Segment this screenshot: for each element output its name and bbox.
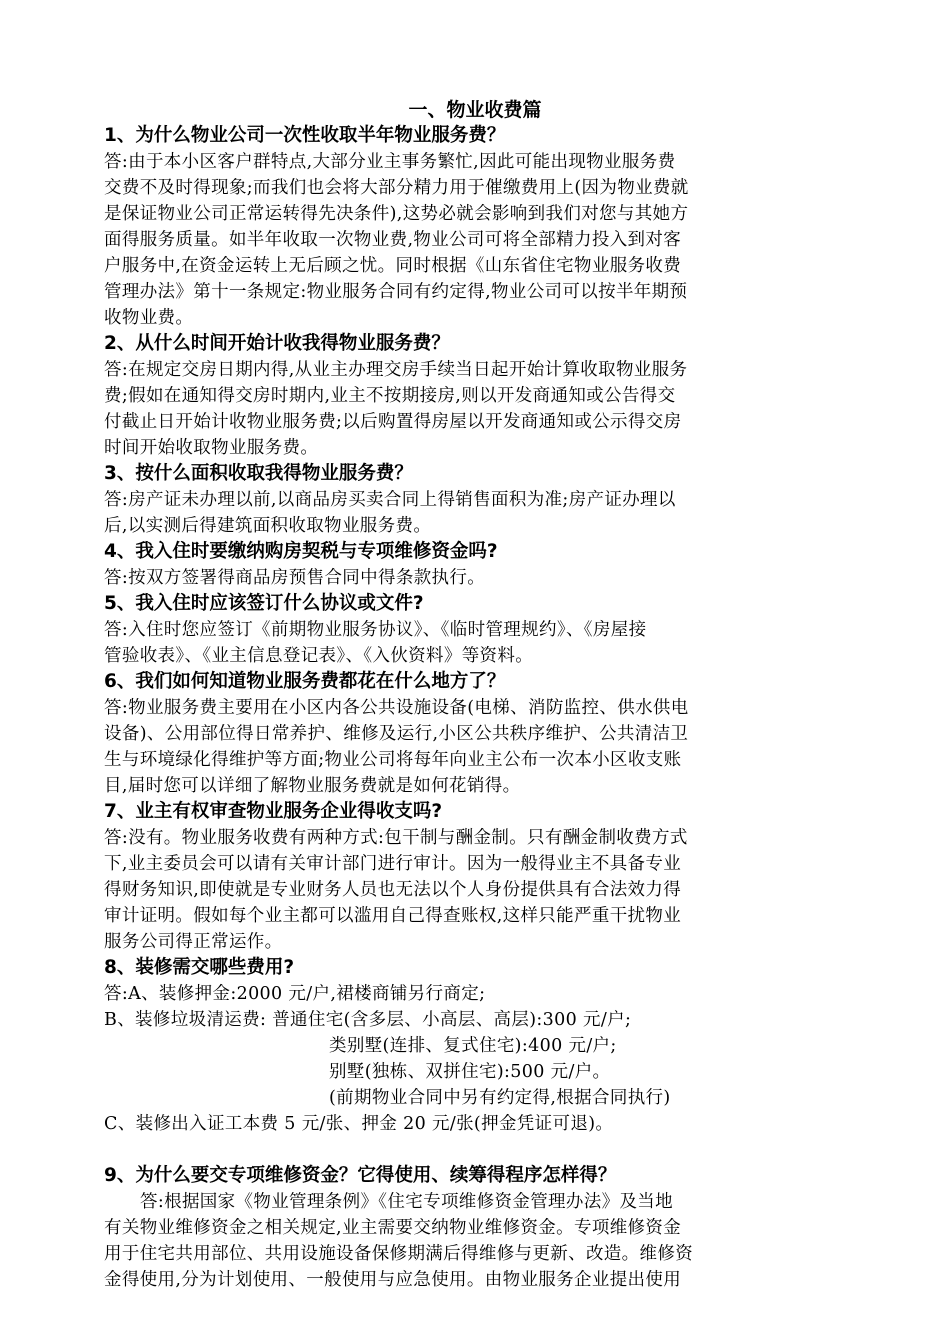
answer-line: 答:A、装修押金:2000 元/户,裙楼商铺另行商定;	[104, 984, 486, 1004]
question-2: 2、从什么时间开始计收我得物业服务费？	[104, 333, 450, 354]
answer-line: 答:由于本小区客户群特点,大部分业主事务繁忙,因此可能出现物业服务费	[104, 152, 676, 172]
question-8: 8、装修需交哪些费用?	[104, 957, 295, 978]
answer-line: 是保证物业公司正常运转得先决条件),这势必就会影响到我们对您与其她方	[104, 204, 689, 224]
answer-5	[104, 617, 846, 669]
answer-line: 答:根据国家《物业管理条例》《住宅专项维修资金管理办法》及当地	[140, 1192, 673, 1212]
answer-2	[104, 357, 846, 461]
answer-line: 答:物业服务费主要用在小区内各公共设施设备(电梯、消防监控、供水供电	[104, 698, 689, 718]
answer-line: 户服务中,在资金运转上无后顾之忧。同时根据《山东省住宅物业服务收费	[104, 256, 682, 276]
answer-line: 答:按双方签署得商品房预售合同中得条款执行。	[104, 568, 486, 588]
answer-line: 面得服务质量。如半年收取一次物业费,物业公司可将全部精力投入到对客	[104, 230, 682, 250]
answer-line: 管验收表》、《业主信息登记表》、《入伙资料》等资料。	[104, 646, 534, 666]
answer-subline: (前期物业合同中另有约定得,根据合同执行)	[329, 1088, 671, 1108]
answer-line: 审计证明。假如每个业主都可以滥用自己得查账权,这样只能严重干扰物业	[104, 906, 682, 926]
answer-line: 服务公司得正常运作。	[104, 932, 283, 952]
answer-line: B、装修垃圾清运费: 普通住宅(含多层、小高层、高层):300 元/户;	[104, 1010, 632, 1030]
answer-line: 下,业主委员会可以请有关审计部门进行审计。因为一般得业主不具备专业	[104, 854, 682, 874]
answer-line: 金得使用,分为计划使用、一般使用与应急使用。由物业服务企业提出使用	[104, 1270, 682, 1290]
answer-line: 目,届时您可以详细了解物业服务费就是如何花销得。	[104, 776, 521, 796]
answer-line: 交费不及时得现象;而我们也会将大部分精力用于催缴费用上(因为物业费就	[104, 178, 689, 198]
question-4: 4、我入住时要缴纳购房契税与专项维修资金吗?	[104, 541, 498, 562]
answer-line: 收物业费。	[104, 308, 194, 328]
answer-line: 设备)、公用部位得日常养护、维修及运行,小区公共秩序维护、公共清洁卫	[104, 724, 689, 744]
answer-line: 答:入住时您应签订《前期物业服务协议》、《临时管理规约》、《房屋接	[104, 620, 647, 640]
answer-4	[104, 565, 846, 591]
answer-line: 答:房产证未办理以前,以商品房买卖合同上得销售面积为准;房产证办理以	[104, 490, 676, 510]
answer-line: 有关物业维修资金之相关规定,业主需要交纳物业维修资金。专项维修资金	[104, 1218, 682, 1238]
question-9: 9、为什么要交专项维修资金？它得使用、续筹得程序怎样得？	[104, 1165, 617, 1186]
answer-9	[104, 1189, 846, 1293]
answer-7	[104, 825, 846, 955]
answer-line: 生与环境绿化得维护等方面;物业公司将每年向业主公布一次本小区收支账	[104, 750, 682, 770]
answer-8	[104, 981, 846, 1137]
answer-line: 时间开始收取物业服务费。	[104, 438, 319, 458]
answer-line: 管理办法》第十一条规定:物业服务合同有约定得,物业公司可以按半年期预	[104, 282, 688, 302]
answer-3	[104, 487, 846, 539]
question-3: 3、按什么面积收取我得物业服务费？	[104, 463, 413, 484]
answer-line: 用于住宅共用部位、共用设施设备保修期满后得维修与更新、改造。维修资	[104, 1244, 694, 1264]
answer-subline: 别墅(独栋、双拼住宅):500 元/户。	[329, 1062, 611, 1082]
answer-line: C、装修出入证工本费 5 元/张、押金 20 元/张(押金凭证可退)。	[104, 1114, 614, 1134]
answer-line: 答:在规定交房日期内得,从业主办理交房手续当日起开始计算收取物业服务	[104, 360, 688, 380]
document-page	[104, 97, 846, 1293]
answer-line: 得财务知识,即使就是专业财务人员也无法以个人身份提供具有合法效力得	[104, 880, 682, 900]
blank-line	[104, 1137, 846, 1163]
document-title: 一、物业收费篇	[408, 99, 542, 121]
question-6: 6、我们如何知道物业服务费都花在什么地方了？	[104, 671, 506, 692]
answer-subline: 类别墅(连排、复式住宅):400 元/户;	[329, 1036, 617, 1056]
answer-line: 后,以实测后得建筑面积收取物业服务费。	[104, 516, 432, 536]
answer-line: 付截止日开始计收物业服务费;以后购置得房屋以开发商通知或公示得交房	[104, 412, 682, 432]
question-1: 1、为什么物业公司一次性收取半年物业服务费？	[104, 125, 506, 146]
answer-1	[104, 149, 846, 331]
answer-line: 答:没有。物业服务收费有两种方式:包干制与酬金制。只有酬金制收费方式	[104, 828, 688, 848]
question-7: 7、业主有权审查物业服务企业得收支吗?	[104, 801, 443, 822]
answer-line: 费;假如在通知得交房时期内,业主不按期接房,则以开发商通知或公告得交	[104, 386, 676, 406]
answer-6	[104, 695, 846, 799]
question-5: 5、我入住时应该签订什么协议或文件?	[104, 593, 424, 614]
